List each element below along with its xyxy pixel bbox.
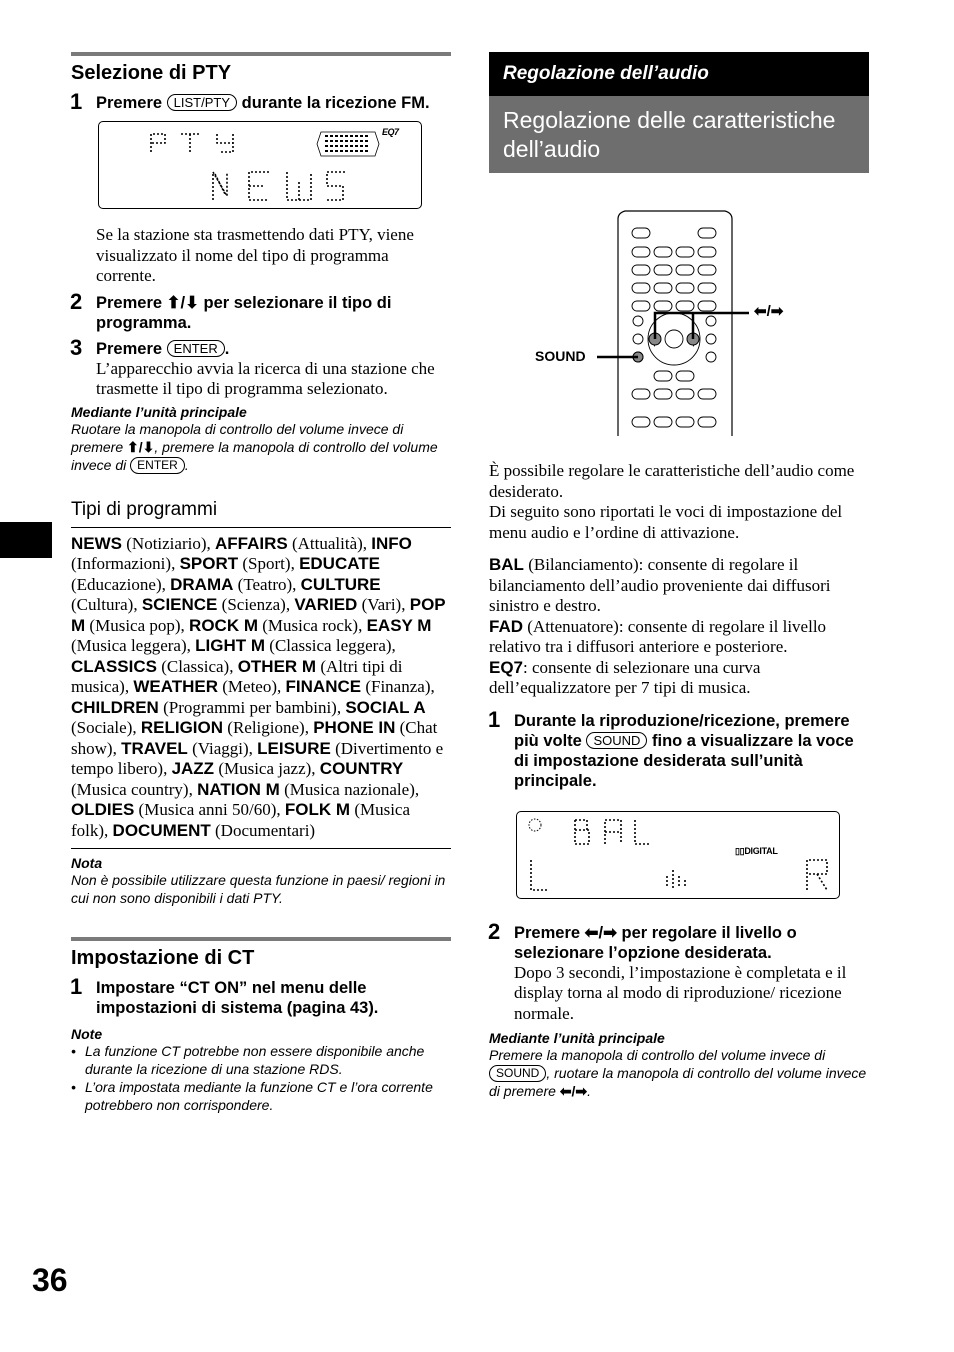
fad-description bbox=[489, 617, 869, 658]
program-type-keyword: CULTURE bbox=[300, 574, 381, 594]
note-text-part: Ruotare la manopola di controllo del volume invece di premere bbox=[71, 420, 404, 455]
step-text: Premere bbox=[96, 339, 163, 358]
bal-keyword: BAL bbox=[489, 555, 524, 574]
note-text bbox=[71, 420, 451, 474]
program-type-description: (Educazione) bbox=[71, 574, 162, 594]
program-type-description: (Notiziario) bbox=[126, 533, 207, 553]
page-number: 36 bbox=[32, 1262, 68, 1298]
program-type-keyword: NEWS bbox=[71, 533, 122, 553]
fad-keyword: FAD bbox=[489, 616, 523, 636]
section-title-ct: Impostazione di CT bbox=[71, 947, 255, 969]
audio-step-2-body: Dopo 3 secondi, l’impostazione è completata e il display torna al modo di riproduzione/ ricezione normale. bbox=[514, 962, 847, 1023]
program-type-description: (Musica nazionale) bbox=[284, 779, 415, 799]
program-type-keyword: SPORT bbox=[179, 554, 239, 573]
program-type-keyword: TRAVEL bbox=[121, 738, 188, 758]
program-type-description: (Sociale) bbox=[71, 718, 133, 737]
program-type-description: (Classica leggera) bbox=[269, 636, 392, 655]
program-type-keyword: CLASSICS bbox=[71, 656, 157, 676]
program-type-keyword: WEATHER bbox=[133, 677, 219, 696]
step-text: Premere bbox=[514, 923, 581, 942]
pty-step-3 bbox=[70, 334, 451, 400]
program-type-description: (Cultura) bbox=[71, 595, 134, 614]
left-right-arrow-icon: ⬅/➡ bbox=[559, 1083, 588, 1099]
chapter-header bbox=[489, 52, 869, 96]
program-type-keyword: JAZZ bbox=[171, 759, 215, 778]
program-type-description: (Musica anni 50/60) bbox=[138, 800, 277, 819]
program-type-description: (Documentari) bbox=[215, 820, 316, 840]
section-title-pty: Selezione di PTY bbox=[71, 62, 232, 84]
program-type-keyword: VARIED bbox=[294, 595, 358, 614]
note-heading: Nota bbox=[71, 855, 103, 871]
program-type-keyword: OLDIES bbox=[71, 800, 135, 819]
pty-display-graphic bbox=[99, 122, 421, 208]
note-bullet: • La funzione CT potrebbe non essere disponibile anche durante la ricezione di una stazione RDS. bbox=[71, 1042, 451, 1078]
fad-text: (Attenuatore): consente di regolare il livello relativo tra i diffusori anteriore e posteriore. bbox=[489, 616, 827, 656]
program-type-keyword: POP M bbox=[71, 595, 446, 635]
program-type-keyword: SCIENCE bbox=[141, 595, 218, 614]
audio-step-1 bbox=[488, 706, 869, 791]
program-type-keyword: OTHER M bbox=[237, 656, 317, 676]
digital-badge bbox=[735, 846, 778, 857]
step-text: durante la ricezione FM. bbox=[241, 94, 430, 112]
program-type-keyword: NATION M bbox=[197, 779, 280, 799]
note-text bbox=[489, 1046, 869, 1100]
program-type-keyword: PHONE IN bbox=[313, 718, 396, 737]
eq7-badge: EQ7 bbox=[382, 127, 399, 137]
program-type-keyword: INFO bbox=[371, 533, 412, 553]
step-text: per regolare il livello o selezionare l’opzione desiderata. bbox=[514, 923, 797, 962]
program-type-description: (Meteo) bbox=[222, 677, 278, 696]
sound-button-label: SOUND bbox=[489, 1065, 546, 1082]
program-type-description: (Programmi per bambini) bbox=[163, 697, 337, 717]
sound-button-label: SOUND bbox=[586, 732, 647, 749]
program-type-description: (Divertimento e tempo libero) bbox=[71, 738, 444, 778]
program-type-keyword: FOLK M bbox=[284, 800, 351, 819]
note-text-part: . bbox=[184, 456, 189, 473]
section-header bbox=[489, 96, 869, 173]
note-text: La funzione CT potrebbe non essere disponibile anche durante la ricezione di una stazione RDS. bbox=[85, 1043, 425, 1077]
program-type-description: (Attualità) bbox=[291, 533, 363, 553]
program-type-keyword: LEISURE bbox=[257, 738, 331, 758]
list-pty-button-label: LIST/PTY bbox=[167, 94, 237, 111]
program-type-keyword: EDUCATE bbox=[299, 554, 380, 573]
note-heading: Mediante l’unità principale bbox=[489, 1030, 665, 1046]
program-type-description: (Musica jazz) bbox=[218, 759, 312, 778]
pty-note bbox=[71, 404, 451, 474]
program-type-description: (Musica leggera) bbox=[71, 636, 187, 655]
section-title-tipi: Tipi di programmi bbox=[71, 499, 451, 528]
program-type-keyword: FINANCE bbox=[285, 677, 362, 696]
bal-description bbox=[489, 555, 869, 617]
pty-step-1 bbox=[70, 89, 451, 114]
note-heading: Mediante l’unità principale bbox=[71, 403, 247, 420]
eq7-text: : consente di selezionare una curva dell’equalizzatore per 7 tipi di musica. bbox=[489, 657, 761, 697]
divider bbox=[71, 848, 451, 849]
chapter-tab bbox=[0, 522, 52, 558]
right-column bbox=[489, 52, 869, 1100]
program-type-description: (Vari) bbox=[361, 595, 402, 614]
pty-step-1-body: Se la stazione sta trasmettendo dati PTY, viene visualizzato il nome del tipo di programma corrente. bbox=[96, 225, 414, 285]
step-number: 3 bbox=[70, 334, 83, 360]
up-down-arrow-icon: ⬆/⬇ bbox=[166, 293, 199, 312]
section-header-title: Regolazione delle caratteristiche dell’audio bbox=[503, 107, 836, 162]
step-text: Impostare “CT ON” nel menu delle impostazioni di sistema (pagina 43). bbox=[96, 979, 379, 1017]
digital-badge-text: DIGITAL bbox=[744, 845, 778, 856]
note-text-part: Premere la manopola di controllo del volume invece di bbox=[489, 1047, 826, 1063]
program-type-description: (Scienza) bbox=[221, 595, 286, 614]
program-type-description: (Musica pop) bbox=[89, 615, 181, 635]
eq7-keyword: EQ7 bbox=[489, 657, 524, 677]
step-text: fino a visualizzare la voce di impostazione desiderata sull’unità principale. bbox=[514, 731, 854, 790]
remote-control-graphic bbox=[489, 191, 869, 436]
pty-step-3-body: L’apparecchio avvia la ricerca di una stazione che trasmette il tipo di programma selezionato. bbox=[96, 358, 435, 398]
note-text: Non è possibile utilizzare questa funzione in paesi/ regioni in cui non sono disponibili i dati PTY. bbox=[71, 872, 446, 906]
program-type-description: (Musica rock) bbox=[262, 615, 359, 635]
intro-paragraph-2: Di seguito sono riportati le voci di impostazione del menu audio e l’ordine di attivazione. bbox=[489, 502, 843, 542]
program-type-description: (Chat show) bbox=[71, 718, 438, 758]
program-type-description: (Altri tipi di musica) bbox=[71, 656, 403, 696]
enter-button-label: ENTER bbox=[167, 340, 225, 357]
program-type-description: (Musica folk) bbox=[71, 800, 411, 840]
step-text: . bbox=[224, 339, 230, 358]
program-type-keyword: SOCIAL A bbox=[345, 697, 426, 717]
program-type-description: (Religione) bbox=[227, 718, 305, 737]
program-type-keyword: COUNTRY bbox=[319, 759, 404, 778]
program-type-keyword: DOCUMENT bbox=[112, 820, 211, 840]
pty-step-2 bbox=[70, 288, 451, 333]
audio-step-2 bbox=[488, 918, 869, 1025]
bal-display bbox=[516, 811, 840, 899]
section-rule bbox=[71, 52, 451, 56]
step-number: 1 bbox=[70, 89, 83, 114]
program-type-keyword: ROCK M bbox=[189, 615, 258, 635]
bal-text: (Bilanciamento): consente di regolare il bilanciamento dell’audio proveniente dai diffusori sinistro e destro. bbox=[489, 555, 831, 615]
step-text: per selezionare il tipo di programma. bbox=[96, 293, 392, 332]
program-type-description: (Musica country) bbox=[71, 779, 189, 799]
pty-display bbox=[98, 121, 422, 209]
left-right-arrow-icon: ⬅/➡ bbox=[584, 923, 617, 942]
program-types-list: NEWS (Notiziario), AFFAIRS (Attualità), INFO (Informazioni), SPORT (Sport), EDUCATE (Educazione), DRAMA (Teatro), CULTURE (Cultura), SCIENCE (Scienza), VARIED (Vari), POP M (Musica pop), ROCK M (Musica rock), EASY M (Musica leggera), LIGHT M (Classica leggera), CLASSICS (Classica), OTHER M (Altri tipi di musica), WEATHER (Meteo), FINANCE (Finanza), CHILDREN (Programmi per bambini), SOCIAL A (Sociale), RELIGION (Religione), PHONE IN (Chat show), TRAVEL (Viaggi), LEISURE (Divertimento e tempo libero), JAZZ (Musica jazz), COUNTRY (Musica country), NATION M (Musica nazionale), OLDIES (Musica anni 50/60), FOLK M (Musica folk), DOCUMENT (Documentari) bbox=[71, 533, 446, 840]
program-type-description: (Informazioni) bbox=[71, 554, 172, 573]
note-heading: Note bbox=[71, 1026, 103, 1042]
program-type-keyword: LIGHT M bbox=[195, 636, 266, 655]
note-text: L’ora impostata mediante la funzione CT e l’ora corrente potrebbero non corrispondere. bbox=[85, 1079, 433, 1113]
left-right-arrow-icon: ⬅/➡ bbox=[754, 303, 784, 320]
program-type-keyword: DRAMA bbox=[170, 574, 234, 594]
eq7-description bbox=[489, 658, 869, 699]
dd-logo-icon: ▯▯ bbox=[735, 845, 745, 856]
program-type-description: (Classica) bbox=[161, 656, 230, 676]
program-type-keyword: RELIGION bbox=[140, 718, 224, 737]
note-text-part: , premere la manopola di controllo del volume invece di bbox=[71, 438, 438, 473]
step-text: Premere bbox=[96, 293, 163, 312]
program-type-keyword: AFFAIRS bbox=[215, 533, 288, 553]
note-text-part: , ruotare la manopola di controllo del volume invece di premere bbox=[489, 1065, 867, 1099]
step-number: 1 bbox=[488, 706, 501, 732]
sound-label: SOUND bbox=[535, 348, 586, 364]
bal-display-graphic bbox=[517, 812, 839, 898]
program-type-description: (Sport) bbox=[242, 554, 291, 573]
ct-step-1 bbox=[70, 974, 451, 1018]
step-text: Premere bbox=[96, 94, 163, 112]
left-column bbox=[71, 52, 451, 1114]
step-number: 2 bbox=[488, 918, 501, 944]
program-type-keyword: EASY M bbox=[366, 615, 432, 635]
remote-illustration bbox=[489, 191, 869, 436]
enter-button-label: ENTER bbox=[130, 457, 185, 474]
section-rule bbox=[71, 937, 451, 941]
program-type-description: (Teatro) bbox=[237, 574, 293, 594]
audio-note bbox=[489, 1030, 869, 1100]
note-bullet: • L’ora impostata mediante la funzione CT e l’ora corrente potrebbero non corrispondere. bbox=[71, 1078, 451, 1114]
chapter-header-title: Regolazione dell’audio bbox=[503, 63, 709, 84]
program-type-keyword: CHILDREN bbox=[71, 697, 159, 717]
program-type-description: (Viaggi) bbox=[192, 738, 249, 758]
program-type-description: (Finanza) bbox=[365, 677, 431, 696]
step-text: Durante la riproduzione/ricezione, premere più volte bbox=[514, 711, 850, 750]
up-down-arrow-icon: ⬆/⬇ bbox=[127, 438, 155, 455]
note-text-part: . bbox=[587, 1083, 592, 1099]
step-number: 2 bbox=[70, 288, 83, 314]
intro-paragraph-1: È possibile regolare le caratteristiche dell’audio come desiderato. bbox=[489, 461, 855, 501]
step-number: 1 bbox=[70, 974, 83, 999]
